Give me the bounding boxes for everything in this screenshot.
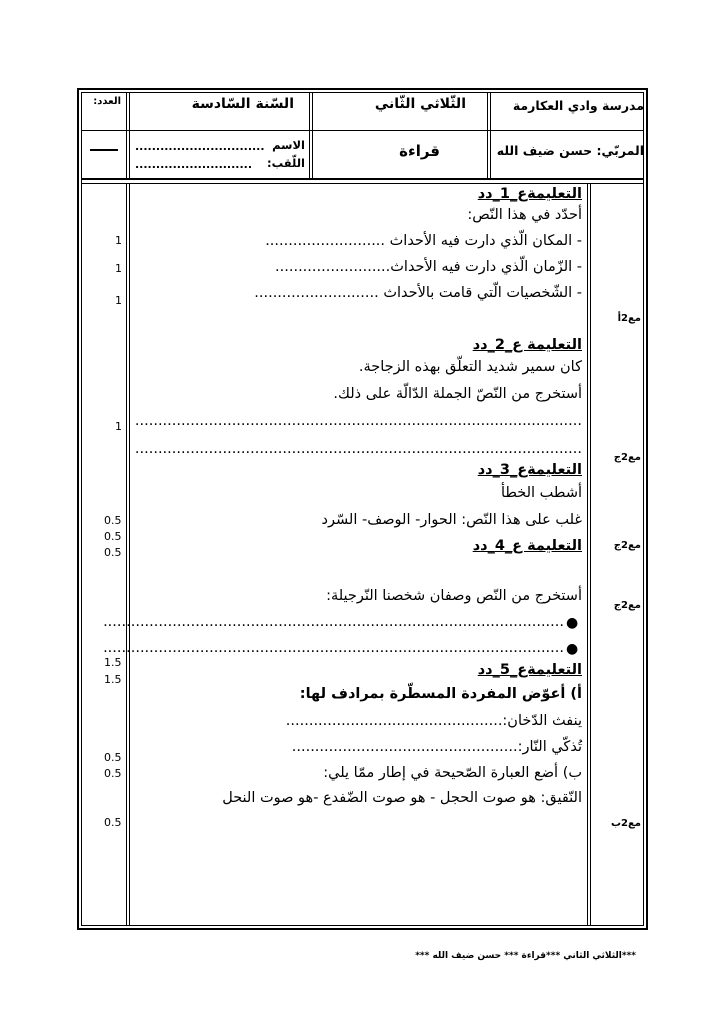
instruction-3-title: التعليمةع_3_دد bbox=[477, 462, 582, 478]
score-value: 0.5 bbox=[104, 816, 122, 829]
score-blank-line bbox=[90, 149, 118, 151]
instruction-2-answer-line-2[interactable]: ................................................................................................. bbox=[134, 441, 582, 457]
score-value: 1 bbox=[115, 234, 122, 247]
name-field[interactable]: ............................... bbox=[135, 140, 265, 153]
criterion-label: مع2ج bbox=[613, 600, 641, 611]
school-name: مدرسة وادي العكارمة bbox=[512, 98, 644, 113]
teacher-name: المربّي: حسن ضيف الله bbox=[496, 143, 644, 158]
instruction-4-answer-line-1[interactable]: .................................................................................................... bbox=[103, 614, 564, 630]
subject-label: قراءة bbox=[399, 142, 440, 160]
instruction-1-place[interactable]: - المكان الّذي دارت فيه الأحداث .......................... bbox=[265, 233, 582, 249]
criterion-label: مع2أ bbox=[617, 313, 641, 324]
page-footer: ***الثلاثي الثاني ***قراءة *** حسن ضيف الله *** bbox=[415, 951, 636, 961]
score-value: 1.5 bbox=[104, 673, 122, 686]
surname-field[interactable]: ............................ bbox=[135, 158, 253, 171]
instruction-2-prompt: أستخرج من النّصّ الجملة الدّالّة على ذلك. bbox=[333, 386, 582, 402]
score-column-divider bbox=[126, 183, 127, 926]
score-value: 0.5 bbox=[104, 546, 122, 559]
score-value: 0.5 bbox=[104, 767, 122, 780]
criteria-column-divider bbox=[587, 183, 588, 926]
instruction-5a-prompt: أ) أعوّض المفردة المسطّرة بمرادف لها: bbox=[299, 686, 582, 702]
score-value: 1 bbox=[115, 420, 122, 433]
grade-year: السّنة السّادسة bbox=[191, 96, 294, 112]
instruction-2-title: التعليمة ع_2_دد bbox=[472, 337, 582, 353]
instruction-5-title: التعليمةع_5_دد bbox=[477, 662, 582, 678]
score-value: 1 bbox=[115, 262, 122, 275]
instruction-3-options[interactable]: غلب على هذا النّص: الحوار- الوصف- السّرد bbox=[321, 512, 582, 528]
trimester-label: الثّلاثي الثّاني bbox=[374, 96, 466, 112]
criterion-label: مع2ب bbox=[610, 818, 641, 829]
bullet-icon: ● bbox=[566, 641, 579, 657]
instruction-2-answer-line-1[interactable]: ................................................................................................. bbox=[134, 413, 582, 429]
score-value: 0.5 bbox=[104, 751, 122, 764]
instruction-1-title: التعليمةع_1_دد bbox=[477, 186, 582, 202]
instruction-5b-options[interactable]: النّقيق: هو صوت الحجل - هو صوت الضّفدع -هو صوت النحل bbox=[222, 790, 582, 806]
number-label: العدد: bbox=[93, 96, 121, 107]
instruction-4-prompt: أستخرج من النّص وصفان شخصنا النّرجيلة: bbox=[326, 588, 582, 604]
score-value: 1.5 bbox=[104, 656, 122, 669]
score-value: 0.5 bbox=[104, 530, 122, 543]
score-value: 0.5 bbox=[104, 514, 122, 527]
instruction-1-time[interactable]: - الزّمان الّذي دارت فيه الأحداث......................... bbox=[275, 259, 582, 275]
surname-label: اللّقب: bbox=[266, 156, 305, 170]
name-label: الاسم bbox=[272, 138, 305, 152]
instruction-1-prompt: أحدّد في هذا النّص: bbox=[467, 207, 582, 223]
instruction-1-characters[interactable]: - الشّخصيات الّتي قامت بالأحداث ........................... bbox=[254, 285, 582, 301]
bullet-icon: ● bbox=[566, 615, 579, 631]
score-value: 1 bbox=[115, 294, 122, 307]
instruction-5b-prompt: ب) أضع العبارة الصّحيحة في إطار ممّا يلي: bbox=[323, 765, 582, 781]
instruction-4-title: التعليمة ع_4_دد bbox=[472, 538, 582, 554]
instruction-3-prompt: أشطب الخطأ bbox=[500, 485, 582, 501]
criterion-label: مع2ج bbox=[613, 540, 641, 551]
instruction-2-statement: كان سمير شديد التعلّق بهذه الزجاجة. bbox=[358, 359, 582, 375]
criterion-label: مع2ج bbox=[613, 452, 641, 463]
instruction-5a-item-1[interactable]: ينفث الدّخان:............................................... bbox=[285, 713, 582, 729]
instruction-4-answer-line-2[interactable]: .................................................................................................... bbox=[103, 640, 564, 656]
instruction-5a-item-2[interactable]: تُذكّي النّار:................................................. bbox=[291, 739, 582, 755]
